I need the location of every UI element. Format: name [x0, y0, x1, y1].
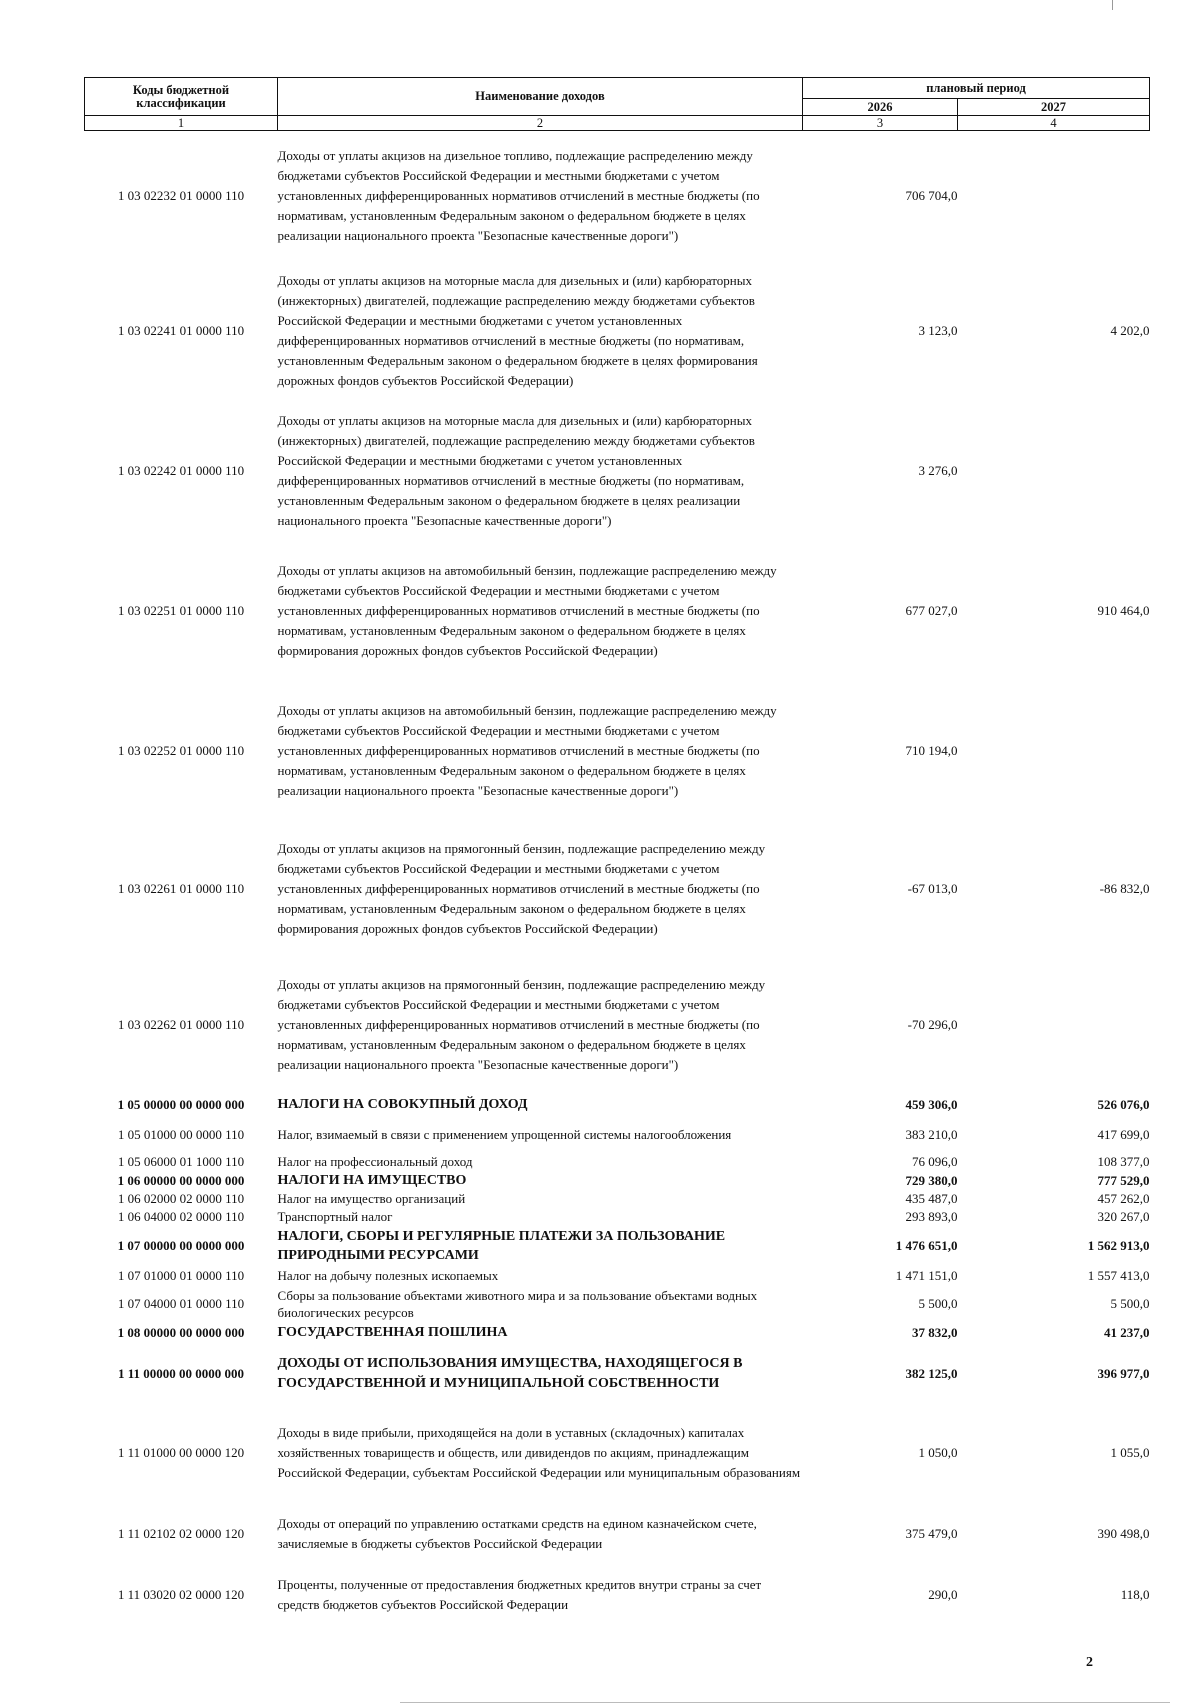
row-name: Налог, взимаемый в связи с применением упрощенной системы налогообложения — [277, 1127, 732, 1142]
table-row — [85, 681, 1150, 821]
table-row — [85, 1286, 1150, 1322]
row-value-2026: 459 306,0 — [905, 1097, 958, 1112]
row-code: 1 05 01000 00 0000 110 — [117, 1127, 245, 1142]
row-value-2027: 118,0 — [1120, 1586, 1150, 1602]
row-value-2026: 3 276,0 — [918, 462, 958, 478]
row-value-2027 — [958, 131, 1150, 261]
header-index-3: 3 — [803, 116, 958, 131]
row-name: Доходы от уплаты акцизов на автомобильный бензин, подлежащие распределению между бюджетами субъектов Российской Федерации и местными бюджетами с учетом установленных дифференцированных нормативов отчислений в местные бюджеты (по нормативам, установленным Федеральным законом о федеральном бюджете в целях реализации национального проекта "Безопасные качественные дороги") — [277, 702, 777, 798]
row-code: 1 06 04000 02 0000 110 — [117, 1209, 245, 1224]
row-value-2026: 729 380,0 — [905, 1172, 958, 1188]
revenue-table — [84, 77, 1150, 1624]
row-code: 1 03 02232 01 0000 110 — [117, 187, 245, 203]
table-row — [85, 1153, 1150, 1171]
table-row — [85, 821, 1150, 957]
bottom-scan-line — [400, 1702, 1170, 1703]
table-row — [85, 1171, 1150, 1190]
page-number: 2 — [1086, 1655, 1093, 1670]
row-value-2027: 457 262,0 — [1097, 1191, 1150, 1206]
table-row — [85, 261, 1150, 401]
row-code: 1 11 02102 02 0000 120 — [117, 1525, 245, 1541]
table-row — [85, 1226, 1150, 1266]
table-row — [85, 541, 1150, 681]
header-codes: Коды бюджетной классификации — [85, 78, 278, 116]
row-code: 1 11 01000 00 0000 120 — [117, 1444, 245, 1460]
row-code: 1 03 02261 01 0000 110 — [117, 880, 245, 896]
row-code: 1 07 01000 01 0000 110 — [117, 1268, 245, 1283]
header-year-2027: 2027 — [958, 99, 1150, 116]
table-row — [85, 1322, 1150, 1344]
row-code: 1 03 02251 01 0000 110 — [117, 602, 245, 618]
row-name: Доходы от уплаты акцизов на моторные масла для дизельных и (или) карбюраторных (инжекторных) двигателей, подлежащие распределению между бюджетами субъектов Российской Федерации и местными бюджетами с учетом установленных дифференцированных нормативов отчислений в местные бюджеты (по нормативам, установленным Федеральным законом о федеральном бюджете в целях реализации национального проекта "Безопасные качественные дороги") — [277, 412, 755, 528]
row-name: ДОХОДЫ ОТ ИСПОЛЬЗОВАНИЯ ИМУЩЕСТВА, НАХОДЯЩЕГОСЯ В ГОСУДАРСТВЕННОЙ И МУНИЦИПАЛЬНОЙ СОБСТВЕННОСТИ — [277, 1355, 743, 1391]
row-code: 1 11 03020 02 0000 120 — [117, 1586, 245, 1602]
row-value-2026: 37 832,0 — [912, 1325, 958, 1340]
row-value-2026: 290,0 — [928, 1586, 958, 1602]
table-row — [85, 401, 1150, 541]
row-value-2026: -70 296,0 — [907, 1016, 958, 1032]
row-name: Транспортный налог — [277, 1209, 393, 1224]
table-row — [85, 1208, 1150, 1226]
row-value-2026: 677 027,0 — [905, 602, 958, 618]
row-name: Доходы от операций по управлению остатками средств на едином казначейском счете, зачисляемые в бюджеты субъектов Российской Федерации — [277, 1515, 757, 1551]
header-index-4: 4 — [958, 116, 1150, 131]
row-name: НАЛОГИ, СБОРЫ И РЕГУЛЯРНЫЕ ПЛАТЕЖИ ЗА ПОЛЬЗОВАНИЕ ПРИРОДНЫМИ РЕСУРСАМИ — [277, 1228, 726, 1263]
table-row — [85, 1117, 1150, 1153]
row-value-2027: 417 699,0 — [1097, 1127, 1150, 1142]
row-value-2027: 910 464,0 — [1097, 602, 1150, 618]
row-value-2027: 1 557 413,0 — [1087, 1268, 1150, 1283]
header-year-2026: 2026 — [803, 99, 958, 116]
row-value-2026: 435 487,0 — [905, 1191, 958, 1206]
header-period: плановый период — [803, 78, 1150, 99]
row-value-2027 — [958, 957, 1150, 1093]
row-code: 1 07 04000 01 0000 110 — [117, 1296, 245, 1311]
table-row — [85, 1266, 1150, 1286]
row-code: 1 07 00000 00 0000 000 — [117, 1238, 245, 1253]
row-name: Сборы за пользование объектами животного мира и за пользование объектами водных биологических ресурсов — [277, 1287, 758, 1320]
row-name: Доходы от уплаты акцизов на прямогонный бензин, подлежащие распределению между бюджетами субъектов Российской Федерации и местными бюджетами с учетом установленных дифференцированных нормативов отчислений в местные бюджеты (по нормативам, установленным Федеральным законом о федеральном бюджете в целях реализации национального проекта "Безопасные качественные дороги") — [277, 976, 766, 1072]
row-value-2027: 5 500,0 — [1110, 1296, 1150, 1311]
table-header — [85, 78, 1150, 131]
row-value-2027: 1 562 913,0 — [1087, 1238, 1150, 1253]
table-row — [85, 131, 1150, 261]
row-name: НАЛОГИ НА ИМУЩЕСТВО — [277, 1172, 467, 1188]
table-row — [85, 1093, 1150, 1117]
row-code: 1 06 00000 00 0000 000 — [117, 1172, 245, 1188]
row-value-2027: -86 832,0 — [1099, 880, 1150, 896]
row-value-2027: 108 377,0 — [1097, 1154, 1150, 1169]
row-name: Доходы от уплаты акцизов на дизельное топливо, подлежащие распределению между бюджетами субъектов Российской Федерации и местными бюджетами с учетом установленных дифференцированных нормативов отчислений в местные бюджеты (по нормативам, установленным Федеральным законом о федеральном бюджете в целях реализации национального проекта "Безопасные качественные дороги") — [277, 147, 760, 243]
row-code: 1 03 02252 01 0000 110 — [117, 742, 245, 758]
table-row — [85, 1404, 1150, 1502]
row-value-2026: 375 479,0 — [905, 1525, 958, 1541]
row-value-2026: 383 210,0 — [905, 1127, 958, 1142]
row-code: 1 05 00000 00 0000 000 — [117, 1097, 245, 1112]
row-value-2027: 390 498,0 — [1097, 1525, 1150, 1541]
header-index-1: 1 — [85, 116, 278, 131]
row-value-2027: 1 055,0 — [1110, 1444, 1150, 1460]
row-value-2027 — [958, 401, 1150, 541]
row-code: 1 03 02241 01 0000 110 — [117, 322, 245, 338]
table-row — [85, 957, 1150, 1093]
row-value-2026: 3 123,0 — [918, 322, 958, 338]
row-value-2026: -67 013,0 — [907, 880, 958, 896]
row-name: ГОСУДАРСТВЕННАЯ ПОШЛИНА — [277, 1325, 508, 1340]
row-name: Проценты, полученные от предоставления бюджетных кредитов внутри страны за счет средств бюджетов субъектов Российской Федерации — [277, 1576, 762, 1612]
row-value-2027: 777 529,0 — [1097, 1172, 1150, 1188]
row-code: 1 06 02000 02 0000 110 — [117, 1191, 245, 1206]
row-value-2026: 706 704,0 — [905, 187, 958, 203]
table-row — [85, 1566, 1150, 1624]
row-name: Доходы от уплаты акцизов на моторные масла для дизельных и (или) карбюраторных (инжекторных) двигателей, подлежащие распределению между бюджетами субъектов Российской Федерации и местными бюджетами с учетом установленных дифференцированных нормативов отчислений в местные бюджеты (по нормативам, установленным Федеральным законом о федеральном бюджете в целях формирования дорожных фондов субъектов Российской Федерации) — [277, 272, 758, 388]
table-row — [85, 1190, 1150, 1208]
row-code: 1 03 02262 01 0000 110 — [117, 1016, 245, 1032]
row-value-2027: 41 237,0 — [1104, 1325, 1150, 1340]
row-value-2026: 76 096,0 — [912, 1154, 958, 1169]
row-value-2027: 396 977,0 — [1097, 1365, 1150, 1381]
row-value-2026: 293 893,0 — [905, 1209, 958, 1224]
row-name: Доходы в виде прибыли, приходящейся на доли в уставных (складочных) капиталах хозяйственных товариществ и обществ, или дивидендов по акциям, принадлежащим Российской Федерации, субъектам Российской Федерации или муниципальным образованиям — [277, 1424, 801, 1480]
row-value-2026: 1 471 151,0 — [895, 1268, 958, 1283]
table-body — [85, 131, 1150, 1624]
row-name: Налог на имущество организаций — [277, 1191, 466, 1206]
row-code: 1 05 06000 01 1000 110 — [117, 1154, 245, 1169]
row-name: Доходы от уплаты акцизов на автомобильный бензин, подлежащие распределению между бюджетами субъектов Российской Федерации и местными бюджетами с учетом установленных дифференцированных нормативов отчислений в местные бюджеты (по нормативам, установленным Федеральным законом о федеральном бюджете в целях формирования дорожных фондов субъектов Российской Федерации) — [277, 562, 777, 658]
table-row — [85, 1344, 1150, 1404]
header-name: Наименование доходов — [278, 78, 803, 116]
row-value-2026: 710 194,0 — [905, 742, 958, 758]
row-value-2026: 5 500,0 — [918, 1296, 958, 1311]
row-code: 1 08 00000 00 0000 000 — [117, 1325, 245, 1340]
row-value-2027: 320 267,0 — [1097, 1209, 1150, 1224]
row-value-2027: 526 076,0 — [1097, 1097, 1150, 1112]
row-name: Налог на добычу полезных ископаемых — [277, 1268, 499, 1283]
table-row — [85, 1502, 1150, 1566]
row-code: 1 03 02242 01 0000 110 — [117, 462, 245, 478]
row-value-2026: 1 476 651,0 — [895, 1238, 958, 1253]
row-value-2026: 1 050,0 — [918, 1444, 958, 1460]
row-value-2026: 382 125,0 — [905, 1365, 958, 1381]
row-code: 1 11 00000 00 0000 000 — [117, 1365, 245, 1381]
scan-edge-mark — [1112, 0, 1113, 10]
header-index-2: 2 — [278, 116, 803, 131]
row-value-2027: 4 202,0 — [1110, 322, 1150, 338]
row-name: НАЛОГИ НА СОВОКУПНЫЙ ДОХОД — [277, 1097, 528, 1112]
row-value-2027 — [958, 681, 1150, 821]
row-name: Налог на профессиональный доход — [277, 1154, 473, 1169]
row-name: Доходы от уплаты акцизов на прямогонный бензин, подлежащие распределению между бюджетами субъектов Российской Федерации и местными бюджетами с учетом установленных дифференцированных нормативов отчислений в местные бюджеты (по нормативам, установленным Федеральным законом о федеральном бюджете в целях формирования дорожных фондов субъектов Российской Федерации) — [277, 840, 766, 936]
